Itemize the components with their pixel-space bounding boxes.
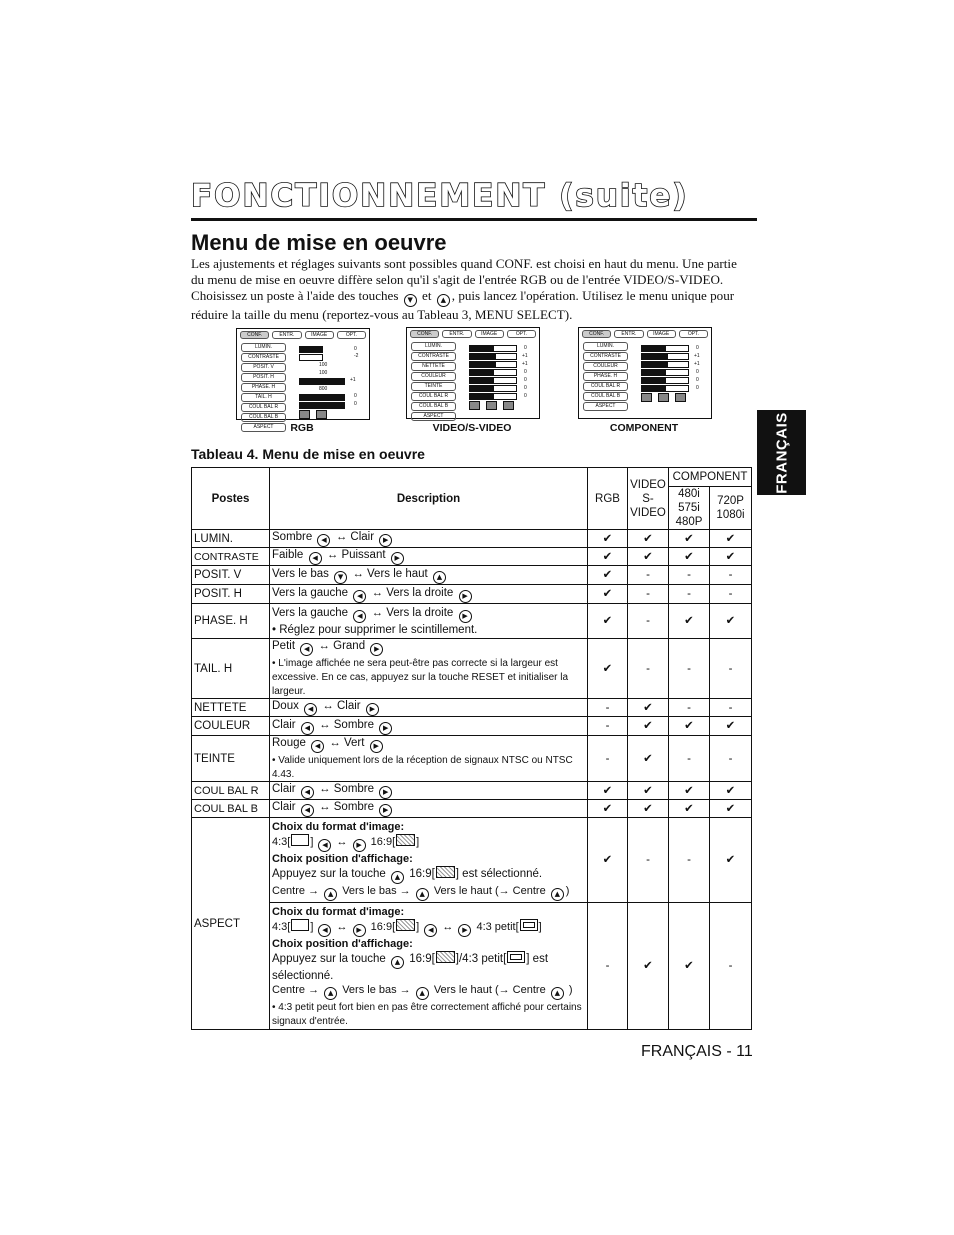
left-key-icon: ◀ [309, 552, 322, 565]
menu-value: +1 [694, 353, 700, 359]
menu-item: CONTRASTE [411, 352, 456, 361]
aspect-4-3-icon [469, 401, 480, 410]
aspect-small-icon [520, 919, 538, 931]
menu-item: TAIL. H [241, 393, 286, 402]
row-mark: ✔ [710, 717, 752, 736]
row-mark: - [669, 699, 710, 717]
row-mark: ✔ [710, 530, 752, 548]
level-bar [665, 377, 689, 384]
aspect-16-9-icon [396, 834, 415, 846]
left-key-icon: ◀ [318, 924, 331, 937]
menu-item: COUL BAL R [411, 392, 456, 401]
settings-table [191, 467, 752, 1030]
menu-item: ASPECT [583, 402, 628, 411]
left-key-icon: ◀ [353, 590, 366, 603]
aspect-small-icon [507, 951, 525, 963]
menu-label: COMPONENT [609, 422, 679, 434]
row-mark: ✔ [588, 548, 628, 566]
menu-tab: ENTR. [272, 331, 301, 339]
aspect-16-9-icon [436, 866, 455, 878]
table-row [192, 566, 752, 585]
menu-item: POSIT. H [241, 373, 286, 382]
row-mark: ✔ [588, 604, 628, 639]
row-mark: - [588, 903, 628, 1030]
menu-tab: ENTR. [614, 330, 643, 338]
row-mark: - [588, 699, 628, 717]
row-mark: - [710, 699, 752, 717]
menu-value: +1 [694, 361, 700, 367]
aspect-16-9-icon [396, 919, 415, 931]
up-key-icon: ▲ [551, 987, 564, 1000]
row-mark: - [669, 585, 710, 604]
row-name: POSIT. H [192, 585, 270, 604]
menu-value: 0 [524, 393, 527, 399]
left-key-icon: ◀ [317, 534, 330, 547]
aspect-16-9-icon [316, 410, 327, 419]
right-key-icon: ▶ [379, 722, 392, 735]
aspect-4-3-icon [291, 834, 309, 846]
row-mark: ✔ [628, 717, 669, 736]
row-mark: ✔ [628, 530, 669, 548]
menu-value: 0 [696, 385, 699, 391]
down-key-icon: ▼ [334, 571, 347, 584]
level-bar [641, 385, 665, 392]
row-mark: ✔ [710, 604, 752, 639]
row-mark: - [710, 566, 752, 585]
row-mark: ✔ [669, 604, 710, 639]
down-arrow-key-icon: ▼ [404, 294, 417, 307]
table-row [192, 585, 752, 604]
section-title: Menu de mise en oeuvre [191, 230, 447, 255]
level-bar [493, 377, 517, 384]
up-key-icon: ▲ [324, 987, 337, 1000]
menu-tab: OPT. [507, 330, 536, 338]
row-mark: ✔ [710, 548, 752, 566]
menu-item: CONTRASTE [583, 352, 628, 361]
row-description: Choix du format d'image: 4:3[ ] ◀ ↔ ▶ 16:9[ ] Choix position d'affichage: Appuyez sur la touche ▲ 16:9[ ] est sélectionné. Centre → ▲ Vers le bas → ▲ Vers le haut (→ Centre ▲ ) [270, 818, 588, 903]
table-row [192, 604, 752, 639]
level-bar [493, 393, 517, 400]
table-row [192, 530, 752, 548]
left-key-icon: ◀ [301, 786, 314, 799]
video-menu-screen [406, 327, 540, 419]
header-component-hd: 720P 1080i [710, 487, 752, 530]
menu-item: PHASE. H [241, 383, 286, 392]
table-row [192, 548, 752, 566]
menu-item: NETTETE [411, 362, 456, 371]
up-key-icon: ▲ [391, 956, 404, 969]
row-mark: ✔ [710, 800, 752, 818]
row-mark: ✔ [588, 818, 628, 903]
right-key-icon: ▶ [370, 740, 383, 753]
menu-value: -2 [354, 353, 359, 359]
left-key-icon: ◀ [301, 722, 314, 735]
level-bar [641, 377, 665, 384]
row-mark: - [588, 736, 628, 782]
menu-item: COULEUR [583, 362, 628, 371]
up-key-icon: ▲ [416, 888, 429, 901]
row-mark: ✔ [628, 800, 669, 818]
menu-tab: OPT. [337, 331, 366, 339]
left-key-icon: ◀ [424, 924, 437, 937]
row-mark: ✔ [588, 639, 628, 699]
menu-item: LUMIN. [241, 343, 286, 352]
menu-value: 800 [319, 386, 328, 392]
level-bar [665, 345, 689, 352]
menu-tab: IMAGE [305, 331, 334, 339]
row-mark: ✔ [628, 699, 669, 717]
row-mark: ✔ [669, 548, 710, 566]
menu-item: COULEUR [411, 372, 456, 381]
table-row [192, 800, 752, 818]
menu-tab: CONF. [240, 331, 269, 339]
right-key-icon: ▶ [370, 643, 383, 656]
right-key-icon: ▶ [459, 590, 472, 603]
page-footer: FRANÇAIS - 11 [641, 1043, 753, 1060]
row-mark: - [710, 903, 752, 1030]
table-row [192, 818, 752, 903]
menu-tab: IMAGE [647, 330, 676, 338]
menu-value: 100 [319, 362, 328, 368]
level-bar [469, 369, 493, 376]
menu-value: 0 [696, 369, 699, 375]
level-bar [667, 361, 689, 368]
row-description: Clair ◀ ↔ Sombre ▶ [270, 717, 588, 736]
menu-tab: CONF. [410, 330, 439, 338]
row-mark: ✔ [588, 585, 628, 604]
aspect-4-3-icon [299, 410, 310, 419]
row-description: Clair ◀ ↔ Sombre ▶ [270, 800, 588, 818]
row-name: COULEUR [192, 717, 270, 736]
menu-tab: OPT. [679, 330, 708, 338]
row-description: Choix du format d'image: 4:3[ ] ◀ ↔ ▶ 16:9[ ] ◀ ↔ ▶ 4:3 petit[ ] Choix position d'affichage: Appuyez sur la touche ▲ 16:9[ ]/4:3 petit[ ] est sélectionné. Centre → ▲ Vers le bas → ▲ Vers le haut (→ Centre ▲ ) • 4:3 petit peut fort bien en pas être correctement affiché pour certains signaux d'entrée. [270, 903, 588, 1030]
row-mark: ✔ [588, 782, 628, 800]
up-arrow-key-icon: ▲ [437, 294, 450, 307]
table-row [192, 717, 752, 736]
table-caption: Tableau 4. Menu de mise en oeuvre [191, 446, 425, 462]
level-bar [299, 346, 323, 353]
component-menu-screen [578, 327, 712, 419]
level-bar [469, 385, 493, 392]
row-mark: ✔ [588, 566, 628, 585]
left-key-icon: ◀ [353, 610, 366, 623]
left-key-icon: ◀ [300, 643, 313, 656]
up-key-icon: ▲ [551, 888, 564, 901]
menu-value: 0 [524, 345, 527, 351]
menu-item: TEINTE [411, 382, 456, 391]
row-mark: - [710, 639, 752, 699]
level-bar [469, 353, 495, 360]
aspect-16-9-icon [436, 951, 455, 963]
aspect-16-9-icon [658, 393, 669, 402]
menu-item: POSIT. V [241, 363, 286, 372]
row-description: Clair ◀ ↔ Sombre ▶ [270, 782, 588, 800]
menu-item: COUL BAL R [241, 403, 286, 412]
row-name: ASPECT [192, 818, 270, 1030]
level-bar [299, 354, 323, 361]
up-key-icon: ▲ [433, 571, 446, 584]
menu-value: +1 [350, 377, 356, 383]
row-mark: - [628, 818, 669, 903]
row-mark: - [628, 585, 669, 604]
aspect-4-3-icon [641, 393, 652, 402]
row-description: Doux ◀ ↔ Clair ▶ [270, 699, 588, 717]
row-mark: ✔ [669, 800, 710, 818]
aspect-16-9-icon [486, 401, 497, 410]
row-mark: - [628, 604, 669, 639]
left-key-icon: ◀ [301, 804, 314, 817]
menu-value: 0 [354, 393, 357, 399]
row-mark: ✔ [710, 782, 752, 800]
menu-item: COUL BAL B [241, 413, 286, 422]
aspect-small-icon [675, 393, 686, 402]
row-mark: ✔ [628, 736, 669, 782]
right-key-icon: ▶ [353, 839, 366, 852]
row-description: Petit ◀ ↔ Grand ▶ • L'image affichée ne sera peut-être pas correcte si la largeur est excessive. En ce cas, appuyez sur la touche RESET et initialiser la largeur. [270, 639, 588, 699]
level-bar [493, 345, 517, 352]
right-key-icon: ▶ [379, 804, 392, 817]
row-description: Faible ◀ ↔ Puissant ▶ [270, 548, 588, 566]
right-key-icon: ▶ [458, 924, 471, 937]
header-postes: Postes [192, 468, 270, 530]
right-key-icon: ▶ [379, 534, 392, 547]
row-mark: ✔ [710, 818, 752, 903]
intro-paragraph: Les ajustements et réglages suivants sont possibles quand CONF. est choisi en haut du menu. Une partie du menu de mise en oeuvre diffère selon qu'il s'agit de l'entrée RGB ou de l'entrée VIDEO/S-VIDEO. Choisissez un poste à l'aide des touches ▼ et ▲ , puis lancez l'opération. Utilisez le menu unique pour réduire la taille du menu (reportez-vous au Tableau 3, MENU SELECT). [191, 256, 737, 322]
left-key-icon: ◀ [318, 839, 331, 852]
aspect-4-3-icon [291, 919, 309, 931]
row-mark: ✔ [669, 782, 710, 800]
menu-value: +1 [522, 361, 528, 367]
row-mark: - [669, 736, 710, 782]
level-bar [299, 402, 345, 409]
table-row [192, 782, 752, 800]
level-bar [665, 369, 689, 376]
header-rgb: RGB [588, 468, 628, 530]
row-name: NETTETE [192, 699, 270, 717]
menu-item: COUL BAL R [583, 382, 628, 391]
header-component: COMPONENT [669, 468, 752, 487]
title-divider [191, 218, 757, 221]
row-description: Vers le bas ▼ ↔ Vers le haut ▲ [270, 566, 588, 585]
row-mark: - [588, 717, 628, 736]
row-name: TAIL. H [192, 639, 270, 699]
menu-value: 0 [696, 345, 699, 351]
row-name: CONTRASTE [192, 548, 270, 566]
menu-tab: CONF. [582, 330, 611, 338]
row-mark: ✔ [588, 530, 628, 548]
row-mark: ✔ [669, 903, 710, 1030]
up-key-icon: ▲ [391, 871, 404, 884]
up-key-icon: ▲ [324, 888, 337, 901]
level-bar [493, 369, 517, 376]
row-mark: - [628, 566, 669, 585]
level-bar [665, 385, 689, 392]
level-bar [469, 393, 493, 400]
level-bar [469, 377, 493, 384]
menu-value: 0 [524, 377, 527, 383]
row-name: COUL BAL R [192, 782, 270, 800]
menu-label: VIDEO/S-VIDEO [432, 422, 512, 434]
menu-value: +1 [522, 353, 528, 359]
row-mark: ✔ [669, 717, 710, 736]
language-tab: FRANÇAIS [757, 410, 806, 495]
left-key-icon: ◀ [304, 703, 317, 716]
header-component-sd: 480i 575i 480P [669, 487, 710, 530]
menu-value: 0 [354, 401, 357, 407]
row-name: LUMIN. [192, 530, 270, 548]
level-bar [299, 394, 345, 401]
row-mark: - [669, 818, 710, 903]
menu-item: ASPECT [411, 412, 456, 421]
level-bar [641, 353, 667, 360]
row-description: Vers la gauche ◀ ↔ Vers la droite ▶ • Réglez pour supprimer le scintillement. [270, 604, 588, 639]
level-bar [641, 369, 665, 376]
right-key-icon: ▶ [366, 703, 379, 716]
row-mark: ✔ [669, 530, 710, 548]
menu-item: CONTRASTE [241, 353, 286, 362]
row-name: POSIT. V [192, 566, 270, 585]
row-mark: - [710, 736, 752, 782]
level-bar [495, 353, 517, 360]
level-bar [667, 353, 689, 360]
menu-value: 100 [319, 370, 328, 376]
row-name: TEINTE [192, 736, 270, 782]
aspect-small-icon [503, 401, 514, 410]
page-title: FONCTIONNEMENT (suite) [191, 178, 689, 214]
row-name: PHASE. H [192, 604, 270, 639]
menu-label: RGB [290, 422, 314, 434]
right-key-icon: ▶ [459, 610, 472, 623]
row-mark: ✔ [628, 548, 669, 566]
row-description: Vers la gauche ◀ ↔ Vers la droite ▶ [270, 585, 588, 604]
menu-item: PHASE. H [583, 372, 628, 381]
row-mark: ✔ [628, 782, 669, 800]
level-bar [495, 361, 517, 368]
level-bar [469, 345, 493, 352]
row-mark: - [669, 566, 710, 585]
right-key-icon: ▶ [391, 552, 404, 565]
table-row [192, 699, 752, 717]
menu-item: COUL BAL B [583, 392, 628, 401]
row-mark: - [710, 585, 752, 604]
level-bar [493, 385, 517, 392]
level-bar [641, 361, 667, 368]
menu-value: 0 [354, 346, 357, 352]
row-mark: ✔ [628, 903, 669, 1030]
table-row [192, 639, 752, 699]
up-key-icon: ▲ [416, 987, 429, 1000]
header-video: VIDEO S-VIDEO [628, 468, 669, 530]
right-key-icon: ▶ [379, 786, 392, 799]
row-description: Sombre ◀ ↔ Clair ▶ [270, 530, 588, 548]
menu-value: 0 [696, 377, 699, 383]
menu-item: COUL BAL B [411, 402, 456, 411]
row-mark: ✔ [588, 800, 628, 818]
row-mark: - [669, 639, 710, 699]
level-bar [299, 378, 345, 385]
menu-item: LUMIN. [583, 342, 628, 351]
row-mark: - [628, 639, 669, 699]
level-bar [469, 361, 495, 368]
menu-item: ASPECT [241, 423, 286, 432]
menu-tab: ENTR. [442, 330, 471, 338]
table-row [192, 736, 752, 782]
header-description: Description [270, 468, 588, 530]
level-bar [641, 345, 665, 352]
menu-item: LUMIN. [411, 342, 456, 351]
row-description: Rouge ◀ ↔ Vert ▶ • Valide uniquement lors de la réception de signaux NTSC ou NTSC 4.43. [270, 736, 588, 782]
row-name: COUL BAL B [192, 800, 270, 818]
left-key-icon: ◀ [311, 740, 324, 753]
right-key-icon: ▶ [353, 924, 366, 937]
menu-tab: IMAGE [475, 330, 504, 338]
menu-value: 0 [524, 369, 527, 375]
menu-value: 0 [524, 385, 527, 391]
table-row [192, 903, 752, 1030]
